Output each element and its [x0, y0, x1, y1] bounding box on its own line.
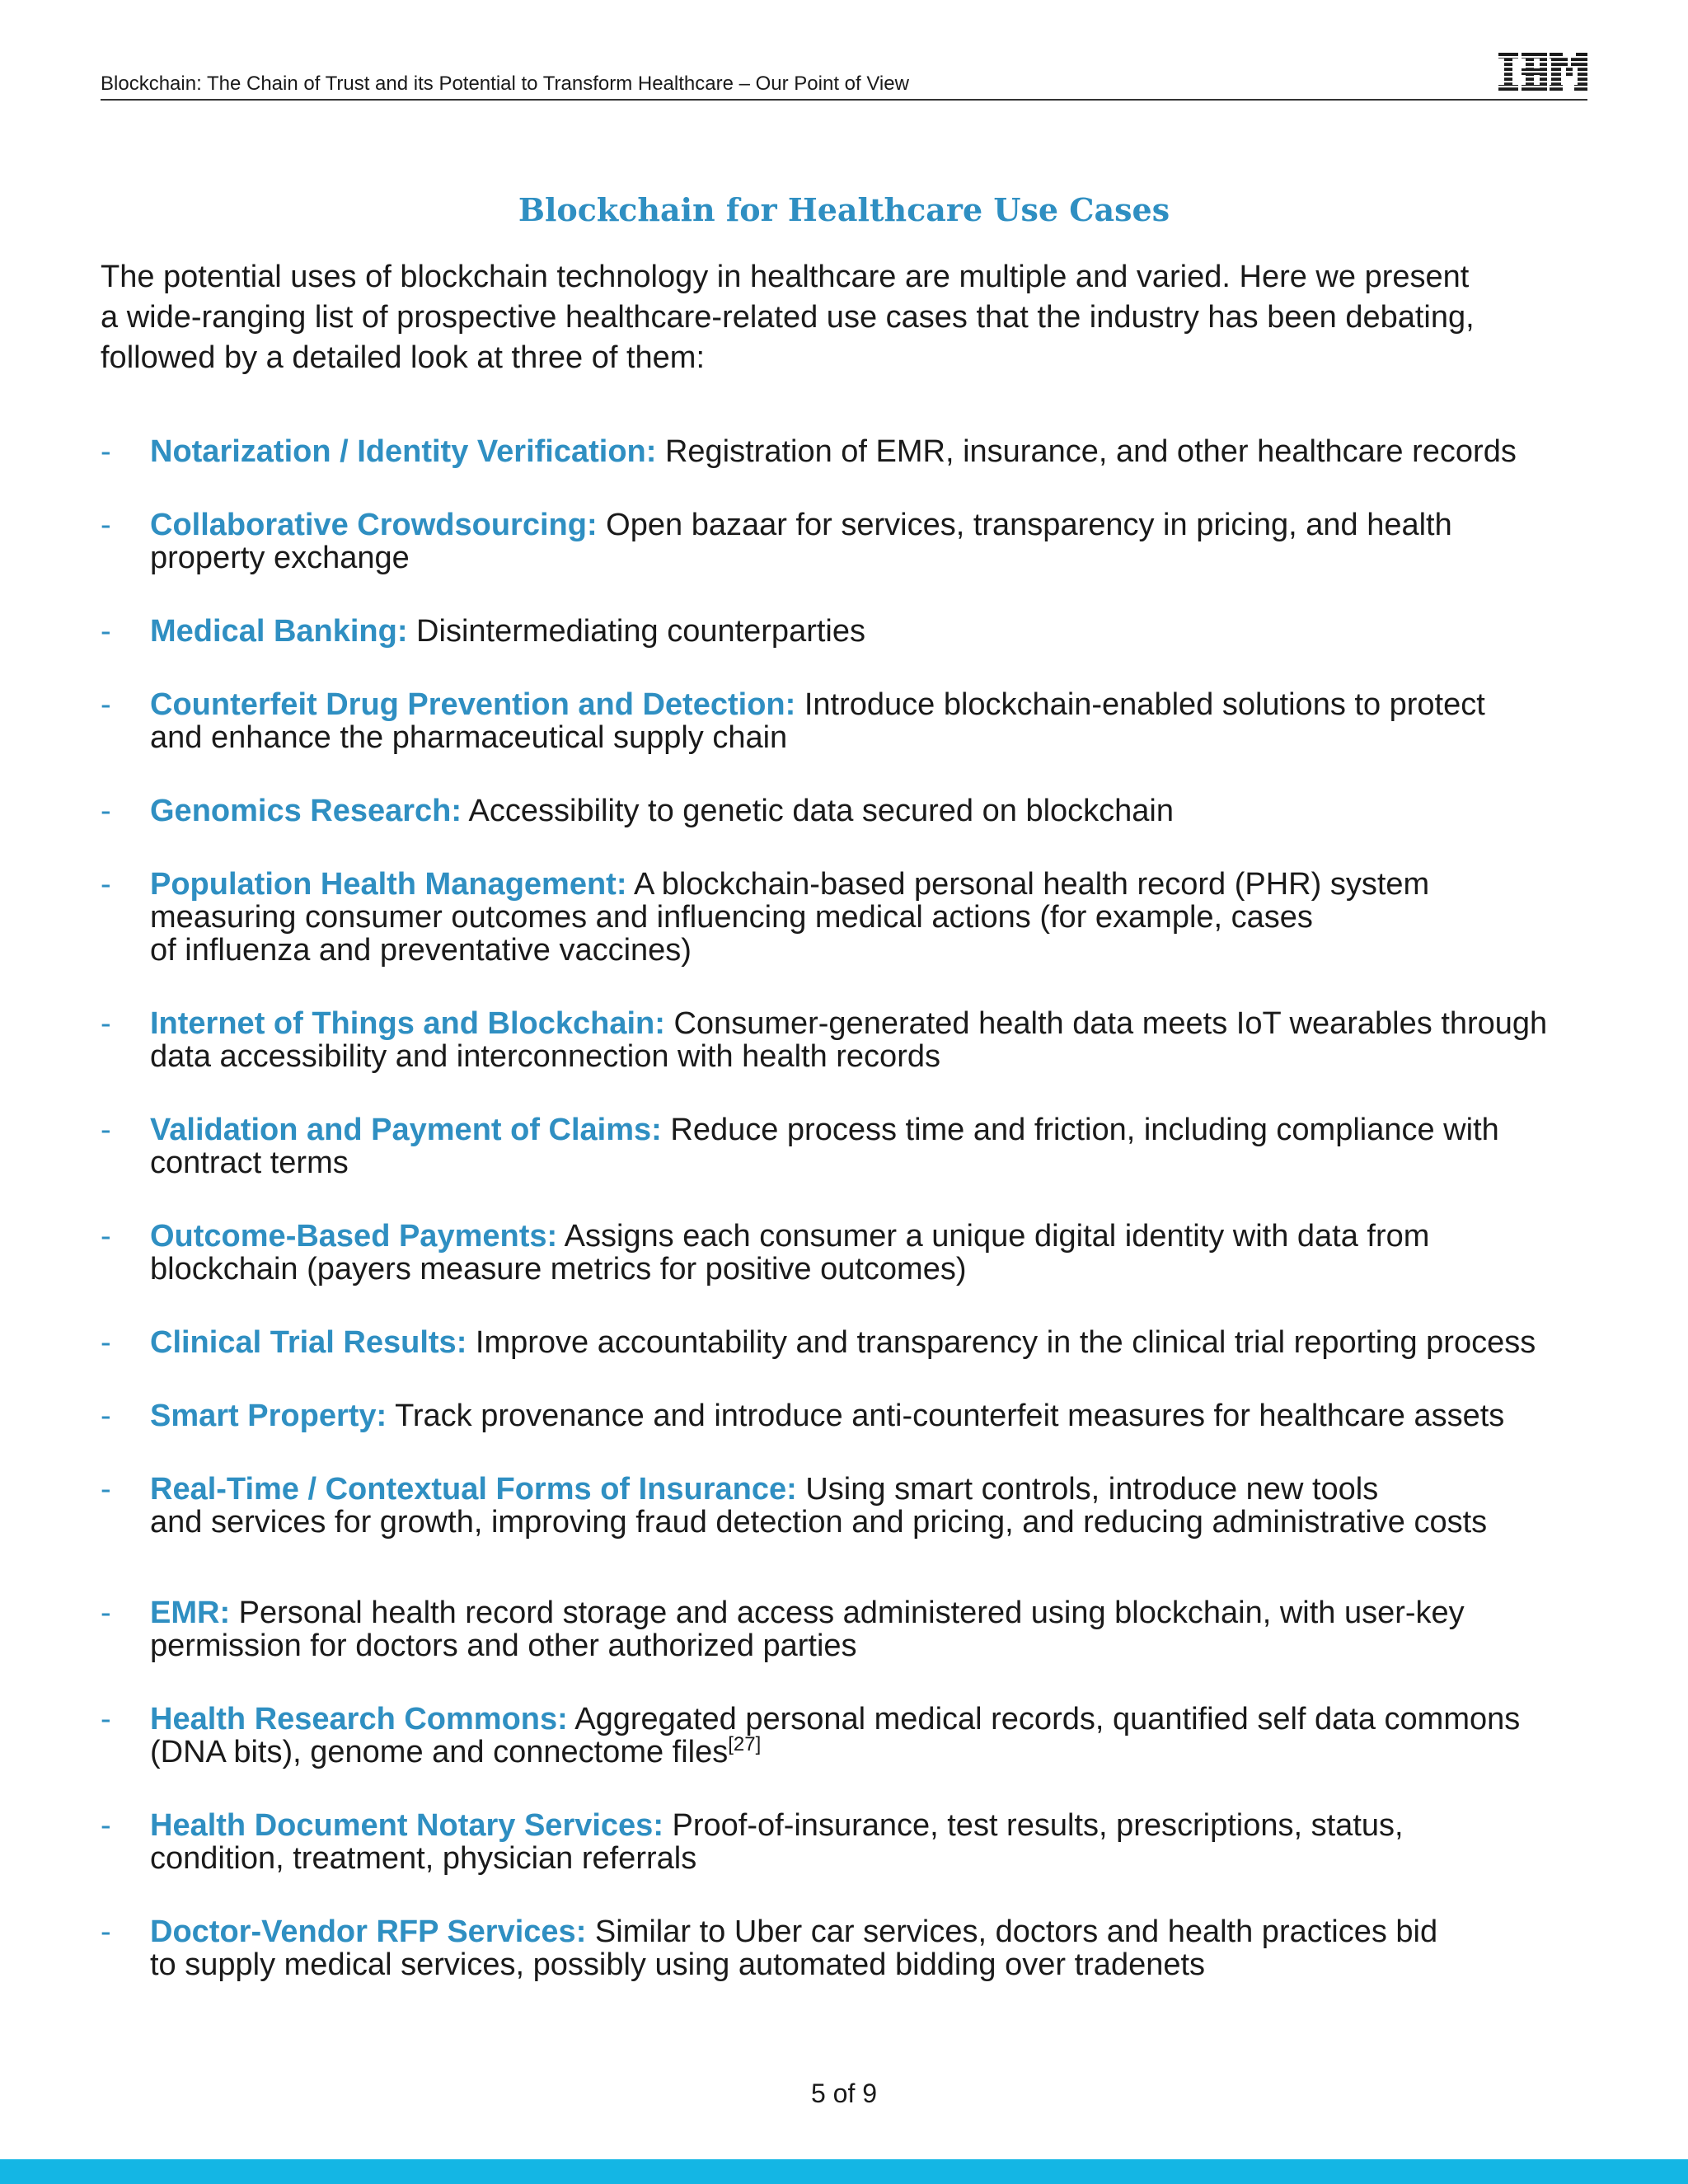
use-case-line	[150, 1253, 1601, 1286]
use-case-line	[150, 1915, 1601, 1948]
use-case-line	[150, 1809, 1601, 1842]
use-case-line	[150, 541, 1601, 574]
use-case-term: Internet of Things and Blockchain:	[150, 1006, 665, 1041]
use-case-term: Health Research Commons:	[150, 1702, 568, 1736]
use-case-body	[150, 435, 1601, 468]
use-case-term: Counterfeit Drug Prevention and Detection:	[150, 687, 796, 722]
bullet-dash: -	[101, 434, 111, 469]
bullet-dash: -	[101, 508, 111, 542]
intro-line: a wide-ranging list of prospective healthcare-related use cases that the industry has been debating,	[101, 300, 1475, 335]
use-case-description: Consumer-generated health data meets IoT wearables through	[664, 1006, 1548, 1041]
use-case-line	[150, 1629, 1601, 1662]
use-case-description: and services for growth, improving fraud detection and pricing, and reducing administrative costs	[150, 1505, 1488, 1540]
page-number: 5 of 9	[810, 2079, 878, 2108]
bullet-dash: -	[101, 1596, 111, 1630]
use-case-description: Aggregated personal medical records, quantified self data commons	[567, 1702, 1521, 1736]
bullet-dash: -	[101, 1915, 111, 1949]
use-case-description: contract terms	[150, 1146, 349, 1180]
intro-paragraph	[101, 257, 1601, 378]
use-case-description: (DNA bits), genome and connectome files	[150, 1735, 729, 1769]
use-case-line	[150, 1703, 1601, 1736]
use-case-term: Validation and Payment of Claims:	[150, 1113, 662, 1147]
use-case-line	[150, 1326, 1601, 1359]
intro-line: followed by a detailed look at three of them:	[101, 340, 706, 375]
use-case-body	[150, 1596, 1601, 1662]
bullet-dash: -	[101, 1325, 111, 1360]
bullet-dash: -	[101, 687, 111, 722]
use-case-description: permission for doctors and other authorized parties	[150, 1629, 857, 1663]
use-case-line	[150, 1113, 1601, 1146]
bullet-dash: -	[101, 1472, 111, 1507]
use-case-body	[150, 794, 1601, 827]
use-case-description: Similar to Uber car services, doctors and health practices bid	[586, 1915, 1438, 1949]
use-case-line	[150, 615, 1601, 648]
intro-line: The potential uses of blockchain technology in healthcare are multiple and varied. Here we present	[101, 260, 1470, 294]
use-case-description: Reduce process time and friction, including compliance with	[661, 1113, 1499, 1147]
use-case-body	[150, 1809, 1601, 1875]
ibm-logo-icon	[1498, 53, 1587, 91]
section-title: Blockchain for Healthcare Use Cases	[518, 191, 1170, 228]
use-case-description: Track provenance and introduce anti-counterfeit measures for healthcare assets	[387, 1399, 1505, 1433]
use-case-term: Genomics Research:	[150, 794, 462, 828]
use-case-line	[150, 1146, 1601, 1179]
use-case-body	[150, 1473, 1601, 1539]
bullet-dash: -	[101, 1399, 111, 1433]
use-case-description: Disintermediating counterparties	[407, 614, 865, 649]
bullet-dash: -	[101, 1113, 111, 1147]
use-case-description: blockchain (payers measure metrics for positive outcomes)	[150, 1252, 967, 1286]
use-case-description: Introduce blockchain-enabled solutions to protect	[795, 687, 1485, 722]
footer-bar	[0, 2159, 1688, 2184]
use-case-line	[150, 509, 1601, 541]
use-case-description: Improve accountability and transparency in the clinical trial reporting process	[467, 1325, 1536, 1360]
use-case-description: measuring consumer outcomes and influencing medical actions (for example, cases	[150, 900, 1313, 935]
use-case-description: Open bazaar for services, transparency in pricing, and health	[597, 508, 1452, 542]
use-case-term: Collaborative Crowdsourcing:	[150, 508, 598, 542]
use-case-body	[150, 1915, 1601, 1981]
use-case-line	[150, 1220, 1601, 1253]
use-case-line	[150, 1506, 1601, 1539]
use-case-line	[150, 1733, 1601, 1769]
use-case-description: data accessibility and interconnection with health records	[150, 1039, 940, 1074]
use-case-line	[150, 435, 1601, 468]
use-case-line	[150, 688, 1601, 721]
bullet-dash: -	[101, 1006, 111, 1041]
use-case-description: condition, treatment, physician referrals	[150, 1841, 697, 1876]
use-case-body	[150, 509, 1601, 574]
use-case-line	[150, 1399, 1601, 1432]
use-case-line	[150, 794, 1601, 827]
use-case-line	[150, 1842, 1601, 1875]
use-case-body	[150, 1326, 1601, 1359]
use-case-body	[150, 1703, 1601, 1769]
use-case-term: EMR:	[150, 1596, 231, 1630]
use-case-description: Assigns each consumer a unique digital identity with data from	[557, 1219, 1430, 1254]
use-case-term: Doctor-Vendor RFP Services:	[150, 1915, 587, 1949]
use-case-line	[150, 1040, 1601, 1073]
use-case-line	[150, 934, 1601, 967]
citation-marker: [27]	[728, 1733, 762, 1755]
bullet-dash: -	[101, 614, 111, 649]
use-case-term: Notarization / Identity Verification:	[150, 434, 657, 469]
use-case-term: Medical Banking:	[150, 614, 408, 649]
use-case-description: and enhance the pharmaceutical supply chain	[150, 720, 788, 755]
use-case-body	[150, 615, 1601, 648]
use-case-term: Clinical Trial Results:	[150, 1325, 467, 1360]
bullet-dash: -	[101, 1808, 111, 1843]
use-case-line	[150, 901, 1601, 934]
use-case-description: property exchange	[150, 541, 410, 575]
use-case-description: Using smart controls, introduce new tools	[796, 1472, 1379, 1507]
use-case-line	[150, 721, 1601, 754]
use-case-term: Real-Time / Contextual Forms of Insurance:	[150, 1472, 797, 1507]
use-case-body	[150, 868, 1601, 967]
use-case-body	[150, 1220, 1601, 1286]
use-case-line	[150, 1948, 1601, 1981]
use-case-term: Smart Property:	[150, 1399, 387, 1433]
use-case-description: Accessibility to genetic data secured on blockchain	[462, 794, 1175, 828]
use-case-description: Proof-of-insurance, test results, prescriptions, status,	[663, 1808, 1404, 1843]
use-case-line	[150, 1007, 1601, 1040]
bullet-dash: -	[101, 794, 111, 828]
bullet-dash: -	[101, 867, 111, 902]
bullet-dash: -	[101, 1219, 111, 1254]
use-case-line	[150, 868, 1601, 901]
use-case-term: Population Health Management:	[150, 867, 627, 902]
use-case-description: of influenza and preventative vaccines)	[150, 933, 692, 968]
use-case-description: A blockchain-based personal health record (PHR) system	[626, 867, 1430, 902]
use-case-body	[150, 1399, 1601, 1432]
use-case-term: Outcome-Based Payments:	[150, 1219, 558, 1254]
use-case-description: to supply medical services, possibly using automated bidding over tradenets	[150, 1947, 1206, 1982]
use-case-description: Registration of EMR, insurance, and other healthcare records	[656, 434, 1517, 469]
page-header	[101, 41, 1587, 101]
use-case-description: Personal health record storage and access administered using blockchain, with user-key	[230, 1596, 1465, 1630]
use-case-line	[150, 1473, 1601, 1506]
header-title: Blockchain: The Chain of Trust and its Potential to Transform Healthcare – Our Point of View	[101, 73, 909, 95]
use-case-body	[150, 688, 1601, 754]
use-case-body	[150, 1007, 1601, 1073]
use-case-term: Health Document Notary Services:	[150, 1808, 663, 1843]
use-case-line	[150, 1596, 1601, 1629]
use-case-body	[150, 1113, 1601, 1179]
bullet-dash: -	[101, 1702, 111, 1736]
